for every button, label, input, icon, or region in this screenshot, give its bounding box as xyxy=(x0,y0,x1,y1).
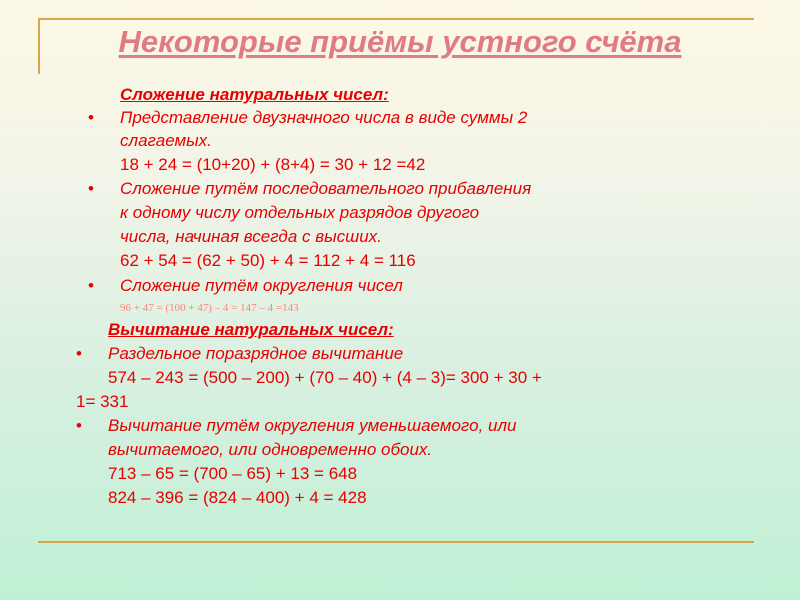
addition-item2-line2: к одному числу отдельных разрядов другого xyxy=(120,203,480,222)
bullet-icon: • xyxy=(88,179,94,198)
subtraction-item1-example-line1: 574 – 243 = (500 – 200) + (70 – 40) + (4 – 3)= 300 + 30 + xyxy=(108,368,542,387)
bullet-icon: • xyxy=(76,416,82,435)
addition-heading: Сложение натуральных чисел: xyxy=(120,85,389,104)
addition-item3-line1: Сложение путём округления чисел xyxy=(120,276,403,295)
bullet-icon: • xyxy=(88,108,94,127)
subtraction-item2-example1: 713 – 65 = (700 – 65) + 13 = 648 xyxy=(108,464,358,483)
addition-item2-example: 62 + 54 = (62 + 50) + 4 = 112 + 4 = 116 xyxy=(120,251,416,270)
subtraction-item2-line1: Вычитание путём округления уменьшаемого, или xyxy=(108,416,517,435)
addition-item2-line1: Сложение путём последовательного прибавления xyxy=(120,179,532,198)
addition-item1-line2: слагаемых. xyxy=(120,131,212,150)
subtraction-heading: Вычитание натуральных чисел: xyxy=(108,320,394,339)
addition-item2-line3: числа, начиная всегда с высших. xyxy=(120,227,382,246)
addition-item1-line1: Представление двузначного числа в виде суммы 2 xyxy=(120,108,528,127)
addition-item3-example: 96 + 47 = (100 + 47) – 4 = 147 – 4 =143 xyxy=(120,302,299,314)
bottom-rule xyxy=(38,541,754,543)
top-rule xyxy=(38,18,754,20)
addition-item1-example: 18 + 24 = (10+20) + (8+4) = 30 + 12 =42 xyxy=(120,155,426,174)
bullet-icon: • xyxy=(76,344,82,363)
subtraction-item2-example2: 824 – 396 = (824 – 400) + 4 = 428 xyxy=(108,488,367,507)
subtraction-item2-line2: вычитаемого, или одновременно обоих. xyxy=(108,440,433,459)
subtraction-item1-line1: Раздельное поразрядное вычитание xyxy=(108,344,404,363)
bullet-icon: • xyxy=(88,276,94,295)
subtraction-item1-example-line2: 1= 331 xyxy=(76,392,129,411)
slide-title: Некоторые приёмы устного счёта xyxy=(118,24,682,59)
